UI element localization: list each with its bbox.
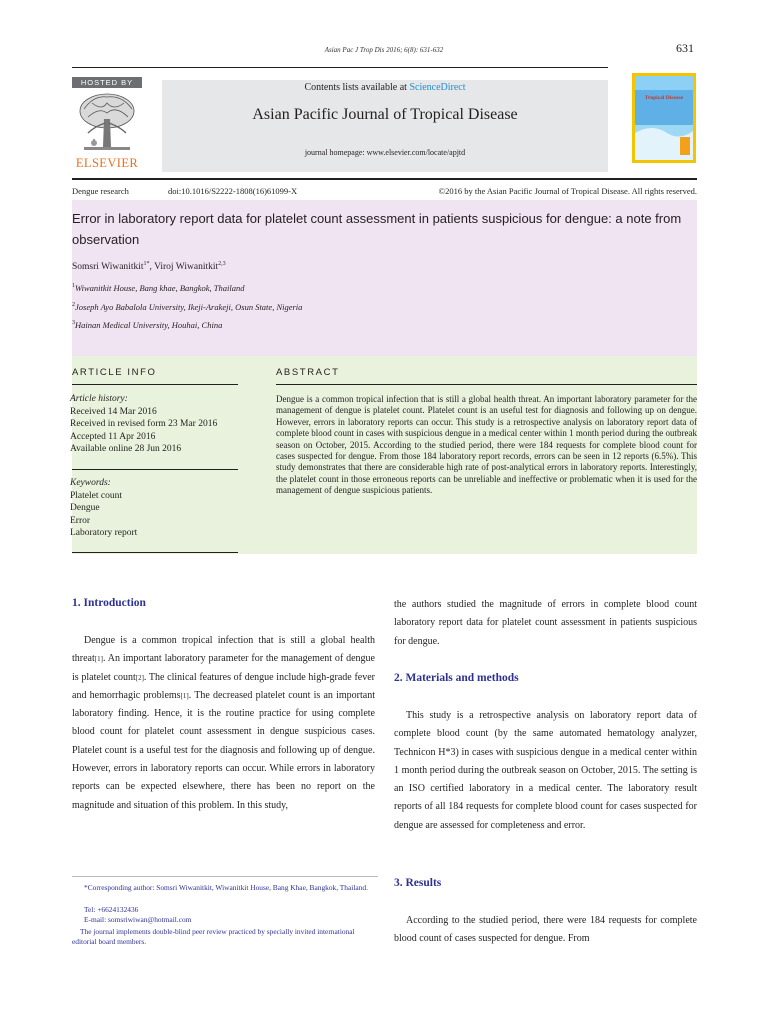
elsevier-wordmark: ELSEVIER	[75, 156, 139, 170]
top-rule	[72, 67, 608, 68]
author-affil-mark: 1*	[143, 261, 150, 267]
affiliation-number: 1	[72, 283, 75, 290]
keyword: Error	[70, 515, 91, 526]
history-item: Available online 28 Jun 2016	[70, 444, 182, 454]
keyword: Laboratory report	[70, 528, 138, 538]
affiliation-number: 2	[72, 302, 75, 309]
peer-review-note: The journal implements double-blind peer review practiced by specially invited international editorial board members.	[72, 927, 355, 947]
article-history	[70, 393, 217, 456]
footnote-rule	[72, 876, 378, 877]
cover-title: Tropical Disease	[644, 95, 684, 101]
divider	[72, 552, 238, 553]
affiliation	[72, 283, 245, 293]
divider	[276, 384, 697, 385]
contents-line	[162, 82, 608, 93]
paragraph-text: . An important laboratory parameter for the management of dengue is platelet count	[72, 653, 375, 683]
abstract-text: Dengue is a common tropical infection that is still a global health threat. An important laboratory parameter for the management of dengue is platelet count. Platelet count is an useful test for diagnosis and following up on dengue. However, errors in laboratory reports can occur. This study is a retrospective analysis on laboratory report data of complete blood count in cases with suspicious dengue in a medical center within 1 month period during the outbreak season on October, 2015. According to the studied period, there were 184 requests for complete blood count for cases suspected for dengue. From those 184 laboratory report records, errors can be seen in 12 reports (6.5%). This study demonstrates that there are considerable high rate of post-analytical errors in laboratory reports. Interestingly, the platelet count in those erroneous reports can be unreliable and ineffective or problematic when it is used for the management of dengue suspicious patients.	[276, 394, 697, 496]
affiliation	[72, 302, 302, 312]
keyword: Dengue	[70, 503, 100, 513]
journal-title: Asian Pacific Journal of Tropical Disease	[252, 106, 518, 123]
article-info-heading: ARTICLE INFO	[72, 367, 157, 378]
affiliation-number: 3	[72, 320, 75, 327]
header-rule	[72, 178, 697, 180]
section-heading-results: 3. Results	[394, 877, 442, 889]
author-name: Somsri Wiwanitkit	[72, 262, 144, 273]
paragraph-text: . The decreased platelet count is an important laboratory finding. Hence, it is the routine practice for using complete blood count for platelet count assessment in dengue suspicious cases. Platelet count is a useful test for the diagnosis and following up of dengue. However, errors in laboratory reports can occur. While errors in laboratory reports can be expected elsewhere, there has been no report on the magnitude and situation of this problem. In this study,	[72, 689, 376, 811]
history-item: Received in revised form 23 Mar 2016	[70, 419, 218, 429]
sciencedirect-link[interactable]: ScienceDirect	[409, 82, 466, 93]
article-meta-row	[72, 186, 697, 196]
history-item: Received 14 Mar 2016	[70, 406, 157, 417]
paragraph-text: . The clinical features of dengue include high-grade fever and hemorrhagic problems	[72, 671, 375, 701]
section-heading-methods: 2. Materials and methods	[394, 672, 519, 684]
history-label: Article history:	[70, 394, 128, 404]
citation-ref[interactable]: [2]	[135, 673, 144, 682]
history-item: Accepted 11 Apr 2016	[70, 431, 156, 442]
abstract-heading: ABSTRACT	[276, 367, 340, 378]
author-separator: ,	[149, 262, 155, 273]
paragraph-text: Dengue is a common tropical infection that is still a global health threat	[72, 635, 375, 665]
keywords-label: Keywords:	[70, 478, 111, 488]
corresponding-author-note: *Corresponding author: Somsri Wiwanitkit, Wiwanitkit House, Bang Khae, Bangkok, Thailand.	[84, 883, 368, 892]
affiliation	[72, 320, 222, 330]
copyright-notice: ©2016 by the Asian Pacific Journal of Tropical Disease. All rights reserved.	[438, 186, 697, 196]
affiliation-text: Hainan Medical University, Houhai, China	[75, 320, 223, 330]
email-address[interactable]: E-mail: somsriwiwan@hotmail.com	[84, 915, 192, 924]
citation-ref[interactable]: [1]	[180, 691, 189, 700]
telephone: Tel: +6624132436	[84, 905, 139, 914]
page-number: 631	[676, 41, 694, 55]
journal-banner	[162, 80, 608, 172]
elsevier-tree-logo-icon	[74, 89, 140, 155]
divider	[72, 469, 238, 470]
methods-paragraph: This study is a retrospective analysis on laboratory report data of complete blood count (by the same automated hematology analyzer, Technicon H*3) in cases with suspicious dengue in a medical center within 1 month period during the outbreak season on October, 2015. The setting is an ISO certified laboratory in a medical center. The laboratory result reports of all 184 requests for complete blood count for cases suspected for dengue are assessed for completeness and error.	[394, 710, 697, 831]
journal-cover-image	[632, 73, 696, 163]
author-affil-mark: 2,3	[218, 261, 226, 267]
author-name: Viroj Wiwanitkit	[154, 262, 219, 273]
introduction-paragraph	[72, 632, 375, 815]
article-category: Dengue research	[72, 186, 129, 196]
article-doi[interactable]: doi:10.1016/S2222-1808(16)61099-X	[168, 186, 298, 196]
citation-ref[interactable]: [1]	[94, 655, 103, 664]
article-title: Error in laboratory report data for platelet count assessment in patients suspicious for dengue: a note from observation	[72, 211, 682, 247]
keyword: Platelet count	[70, 490, 122, 501]
keywords	[70, 477, 137, 540]
journal-homepage[interactable]: journal homepage: www.elsevier.com/locate/apjtd	[304, 148, 466, 157]
results-paragraph: According to the studied period, there were 184 requests for complete blood count of cases suspected for dengue. From	[394, 915, 697, 945]
section-heading-introduction: 1. Introduction	[72, 597, 146, 609]
contents-prefix: Contents lists available at	[304, 82, 410, 93]
author-list	[72, 261, 226, 272]
introduction-continued: the authors studied the magnitude of errors in complete blood count laboratory report data for platelet count assessment in patients suspicious for dengue.	[394, 599, 697, 647]
hosted-by-label: HOSTED BY	[72, 77, 142, 88]
affiliation-text: Joseph Ayo Babalola University, Ikeji-Arakeji, Osun State, Nigeria	[75, 302, 303, 312]
divider	[72, 384, 238, 385]
affiliation-text: Wiwanitkit House, Bang khae, Bangkok, Thailand	[75, 283, 245, 293]
running-head: Asian Pac J Trop Dis 2016; 6(8): 631-632	[324, 46, 444, 54]
